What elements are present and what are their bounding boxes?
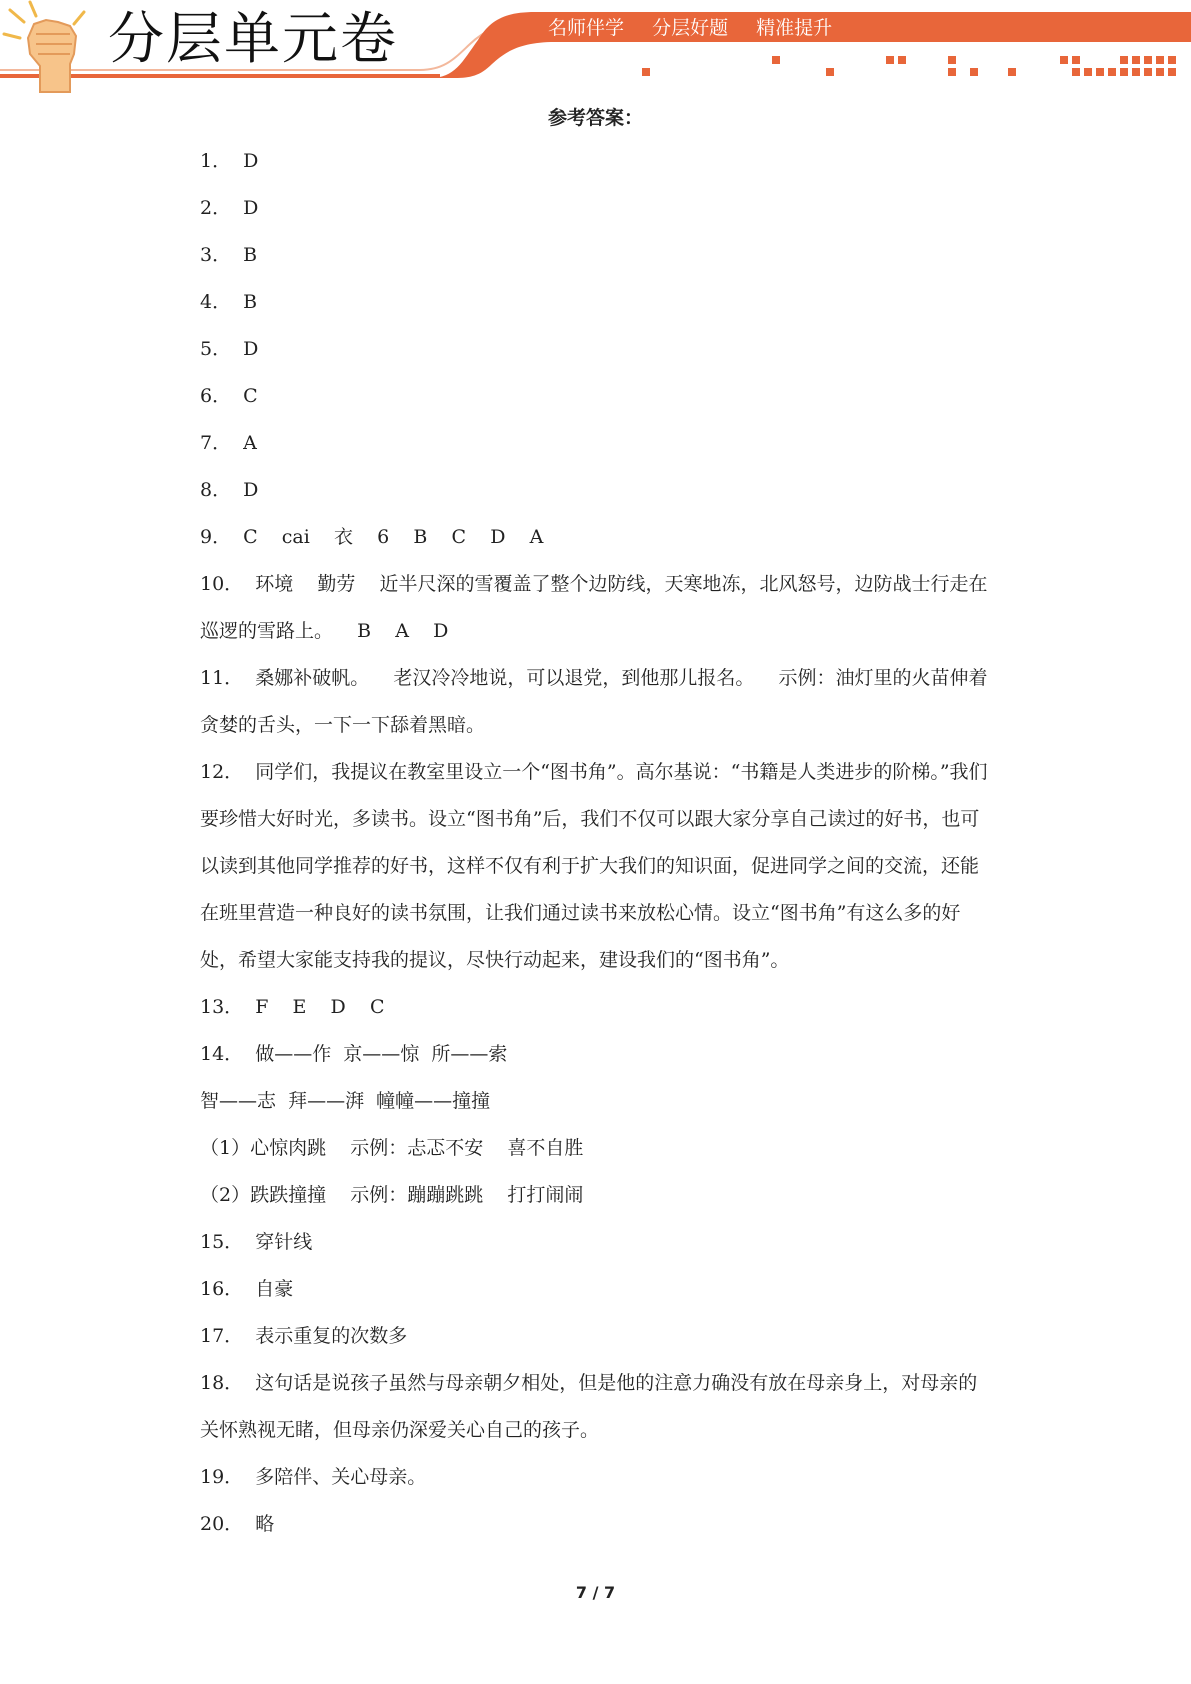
answer-text: 表示重复的次数多	[255, 1325, 408, 1347]
answer-item	[200, 984, 996, 1031]
slogan	[548, 15, 854, 41]
answer-list	[200, 138, 996, 1548]
answer-text: A	[243, 432, 257, 454]
answer-number: 17．	[200, 1325, 244, 1347]
answer-text: 穿针线	[255, 1231, 313, 1253]
answer-number: 20．	[200, 1513, 244, 1535]
answer-number: 14．	[200, 1043, 244, 1065]
answer-item	[200, 1454, 996, 1501]
answer-number: 13．	[200, 996, 244, 1018]
answer-item	[200, 514, 996, 561]
answer-item	[200, 1219, 996, 1266]
answer-text: 多陪伴、关心母亲。	[255, 1466, 427, 1488]
slogan-item: 精准提升	[756, 17, 833, 39]
answer-number: 2．	[200, 197, 232, 219]
answer-number: 16．	[200, 1278, 244, 1300]
answer-text: D	[243, 338, 259, 360]
answer-item	[200, 1501, 996, 1548]
answer-text: 略	[255, 1513, 275, 1535]
answer-number: 15．	[200, 1231, 244, 1253]
answer-subline: （2）跌跌撞撞 示例：蹦蹦跳跳 打打闹闹	[200, 1184, 584, 1206]
header-banner	[0, 0, 1191, 100]
answer-number: 18．	[200, 1372, 244, 1394]
answer-item	[200, 1266, 996, 1313]
answer-item	[200, 655, 996, 749]
answer-text: D	[243, 479, 259, 501]
answer-text: 这句话是说孩子虽然与母亲朝夕相处，但是他的注意力确没有放在母亲身上，对母亲的关怀熟视无睹，但母亲仍深爱关心自己的孩子。	[200, 1372, 978, 1441]
answer-item	[200, 185, 996, 232]
fist-icon	[4, 2, 84, 92]
answer-text: 环境 勤劳 近半尺深的雪覆盖了整个边防线，天寒地冻，北风怒号，边防战士行走在巡逻的雪路上。 B A D	[200, 573, 988, 642]
answer-subline: 智——志 拜——湃 幢幢——撞撞	[200, 1090, 491, 1112]
answer-item	[200, 561, 996, 655]
answer-item	[200, 420, 996, 467]
answer-subline: （1）心惊肉跳 示例：忐忑不安 喜不自胜	[200, 1137, 584, 1159]
answer-text: C cai 衣 6 B C D A	[243, 526, 544, 548]
answer-text: C	[243, 385, 258, 407]
brand-title: 分层单元卷	[108, 7, 398, 72]
answer-item	[200, 232, 996, 279]
answer-text: B	[243, 244, 258, 266]
slogan-item: 名师伴学	[548, 17, 625, 39]
answer-text: 同学们，我提议在教室里设立一个“图书角”。高尔基说：“书籍是人类进步的阶梯。”我们要珍惜大好时光，多读书。设立“图书角”后，我们不仅可以跟大家分享自己读过的好书，也可以读到其他同学推荐的好书，这样不仅有利于扩大我们的知识面，促进同学之间的交流，还能在班里营造一种良好的读书氛围，让我们通过读书来放松心情。设立“图书角”有这么多的好处，希望大家能支持我的提议，尽快行动起来，建设我们的“图书角”。	[200, 761, 988, 971]
page-number: 7 / 7	[575, 1583, 616, 1602]
answer-text: F E D C	[255, 996, 385, 1018]
answer-number: 3．	[200, 244, 232, 266]
answer-number: 12．	[200, 761, 244, 783]
answer-text: 做——作 京——惊 所——索	[255, 1043, 508, 1065]
answer-text: 自豪	[255, 1278, 294, 1300]
answer-item	[200, 1031, 996, 1078]
answer-item	[200, 279, 996, 326]
answer-number: 6．	[200, 385, 232, 407]
answer-item	[200, 1360, 996, 1454]
answer-number: 7．	[200, 432, 232, 454]
answer-number: 5．	[200, 338, 232, 360]
answer-heading: 参考答案：	[547, 107, 643, 129]
answer-text: 桑娜补破帆。 老汉冷冷地说，可以退党，到他那儿报名。 示例：油灯里的火苗伸着贪婪的舌头，一下一下舔着黑暗。	[200, 667, 988, 736]
answer-item	[200, 1313, 996, 1360]
answer-item	[200, 467, 996, 514]
answer-number: 10．	[200, 573, 244, 595]
answer-item	[200, 326, 996, 373]
answer-item	[200, 749, 996, 984]
decorative-squares	[642, 56, 1176, 76]
answer-number: 19．	[200, 1466, 244, 1488]
answer-text: B	[243, 291, 258, 313]
answer-number: 11．	[200, 667, 244, 689]
answer-number: 4．	[200, 291, 232, 313]
answer-item	[200, 373, 996, 420]
answer-number: 9．	[200, 526, 232, 548]
answer-number: 8．	[200, 479, 232, 501]
slogan-item: 分层好题	[652, 17, 729, 39]
answer-text: D	[243, 150, 259, 172]
answer-number: 1．	[200, 150, 232, 172]
answer-item	[200, 138, 996, 185]
answer-text: D	[243, 197, 259, 219]
